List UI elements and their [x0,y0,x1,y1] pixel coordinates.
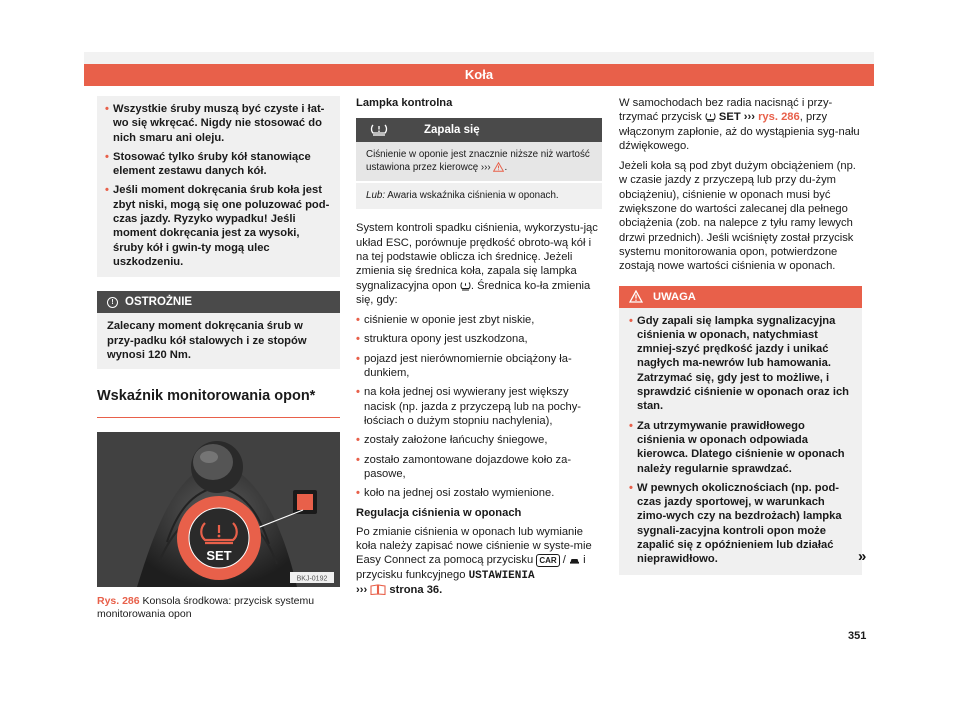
list-item: • zostało zamontowane dojazdowe koło za-pasowe, [356,453,602,482]
divider [97,417,340,418]
function-key-label: USTAWIENIA [468,569,535,582]
figure-text: Konsola środkowa: przycisk systemu monitorowania opon [97,595,315,621]
set-paragraph [619,96,862,153]
warning-bullet: • Gdy zapali się lampka sygnalizacyjna ciśnienia w oponach, natychmiast zmniej-szyć prędkość jazdy i unikać nagłych ma-newrów lub hamowania. Zatrzymać się, gdy jest to możliwe, i sprawdzić ciśnienie w oponach oraz ich stan. [629,314,854,414]
set-text: W samochodach bez radia nacisnąć i przy-trzymać przycisk [619,97,833,124]
page-number: 351 [848,630,867,642]
tire-pressure-icon [370,123,388,137]
set-key-label: SET [718,111,741,124]
indicator-heading: Lampka kontrolna [356,97,453,109]
intro-text: System kontroli spadku ciśnienia, wykorzystu-jąc układ ESC, porównuje prędkość obroto-wą kół i na tej podstawie oblicza ich średnicę. Jeżeli zmienia się średnica koła, zapala się lampka sygnalizacyjna opon [356,222,598,292]
figure-reference[interactable]: rys. 286 [758,111,800,124]
tire-pressure-icon [460,281,471,291]
intro-paragraph [356,221,602,307]
caution-header [97,291,340,313]
indicator-table-header [356,118,602,142]
page-reference[interactable]: strona 36. [389,583,443,596]
subheading: Regulacja ciśnienia w oponach [356,507,522,520]
warning-bullet: • Stosować tylko śruby kół stanowiące element zestawu danych kół. [105,150,332,179]
console-illustration [97,432,340,587]
list-item: • ciśnienie w oponie jest zbyt niskie, [356,313,602,327]
caution-label: OSTROŻNIE [125,296,193,309]
chapter-banner: Koła [84,64,874,86]
indicator-row-2 [356,183,602,209]
list-item: • struktura opony jest uszkodzona, [356,332,602,346]
reference-arrows: ››› [480,161,491,173]
set-text-tail: , przy włączonym zapłonie, aż do wystąpienia syg-nału dźwiękowego. [619,111,860,152]
warning-bullet: • W pewnych okolicznościach (np. pod-czas jazdy sportowej, w warunkach zimo-wych czy na bezdrożach) lampka sygnali-zacyjna kontroli opon może zapalić się z opóźnieniem lub działać nieprawidłowo. [629,481,854,567]
regulation-text: Po zmianie ciśnienia w oponach lub wymianie koła należy zapisać nowe ciśnienie w syste-mie Easy Connect za pomocą przycisku [356,525,592,567]
continue-mark: » [858,548,867,565]
indicator-status: Zapala się [424,124,480,137]
image-code: BKJ-0192 [296,575,328,583]
warning-bullet: • Za utrzymywanie prawidłowego ciśnienia w oponach odpowiada kierowca. Dlatego ciśnienie w oponach należy regularnie sprawdzać. [629,419,854,476]
warning-triangle-icon[interactable] [493,162,504,172]
reference-arrows: ››› [356,583,368,596]
tire-pressure-icon [705,112,716,122]
book-icon [370,584,386,595]
set-button-label: SET [206,548,232,564]
column-left [97,96,340,621]
list-item: • pojazd jest nierównomiernie obciążony ła-dunkiem, [356,352,602,381]
console-photo [97,432,340,587]
info-circle-icon: ! [107,297,118,308]
indicator-row-2-label: Lub: [366,190,386,202]
warning-bullet: • Wszystkie śruby muszą być czyste i łat-wo się wkręcać. Nigdy nie stosować do nich smaru ani oleju. [105,102,332,145]
regulation-paragraph: Po zmianie ciśnienia w oponach lub wymianie koła należy zapisać nowe ciśnienie w syste-mie Easy Connect za pomocą przycisku CAR / i przycisku funkcyjnego USTAWIENIA ››› strona 36. [356,525,592,596]
indicator-row-2-text: Awaria wskaźnika ciśnienia w oponach. [387,190,559,202]
indicator-row-1: Ciśnienie w oponie jest znacznie niższe niż wartość ustawiona przez kierowcę ››› . [356,142,602,183]
indicator-row-1-text: Ciśnienie w oponie jest znacznie niższe niż wartość ustawiona przez kierowcę [366,149,590,173]
caution-text: Zalecany moment dokręcania śrub w przy-padku kół stalowych i ze stopów wynosi 120 Nm. [97,313,340,369]
section-title: Wskaźnik monitorowania opon* [97,388,316,405]
list-item: • na koła jednej osi wywierany jest większy nacisk (np. jazda z przyczepą lub na pochy-łościach o dużym stopniu nachylenia), [356,385,602,428]
figure-number: Rys. 286 [97,595,140,608]
warning-label: UWAGA [653,290,696,303]
figure-caption [97,595,340,621]
warning-triangle-icon [629,290,643,303]
intro-text-tail: . Średnica ko-ła zmienia się, gdy: [356,279,591,306]
column-middle [356,96,602,603]
car-key-icon: CAR [536,554,559,567]
warning-bullet: • Jeśli moment dokręcania śrub koła jest zbyt niski, mogą się one poluzować pod-czas jazdy. Ryzyko wypadku! Jeśli moment dokręcania jest za wysoki, śruby kół i gwin-ty mogą ulec uszkodzeniu. [105,183,332,269]
warning-continuation-box [97,96,340,277]
warning-body [619,308,862,575]
regulation-text-2: i przycisku funkcyjnego [356,554,586,581]
column-right [619,96,862,575]
load-paragraph: Jeżeli koła są pod zbyt dużym obciążeniem (np. w czasie jazdy z przyczepą lub przy du-żym obciążeniu), ciśnienie w oponach musi być zwiększone do wartości zalecanej dla pełnego obciążenia (zob. na nalepce z tyłu ramy lewych drzwi przednich). Jeśli wciśnięty został przycisk systemu monitorowania opon, potwierdzone zostają nowe wartości ciśnienia w oponach. [619,160,856,273]
list-item: • koło na jednej osi zostało wymienione. [356,486,602,500]
warning-header [619,286,862,308]
list-item: • zostały założone łańcuchy śniegowe, [356,433,602,447]
car-settings-icon [569,555,580,565]
reference-arrows: ››› [743,111,755,124]
